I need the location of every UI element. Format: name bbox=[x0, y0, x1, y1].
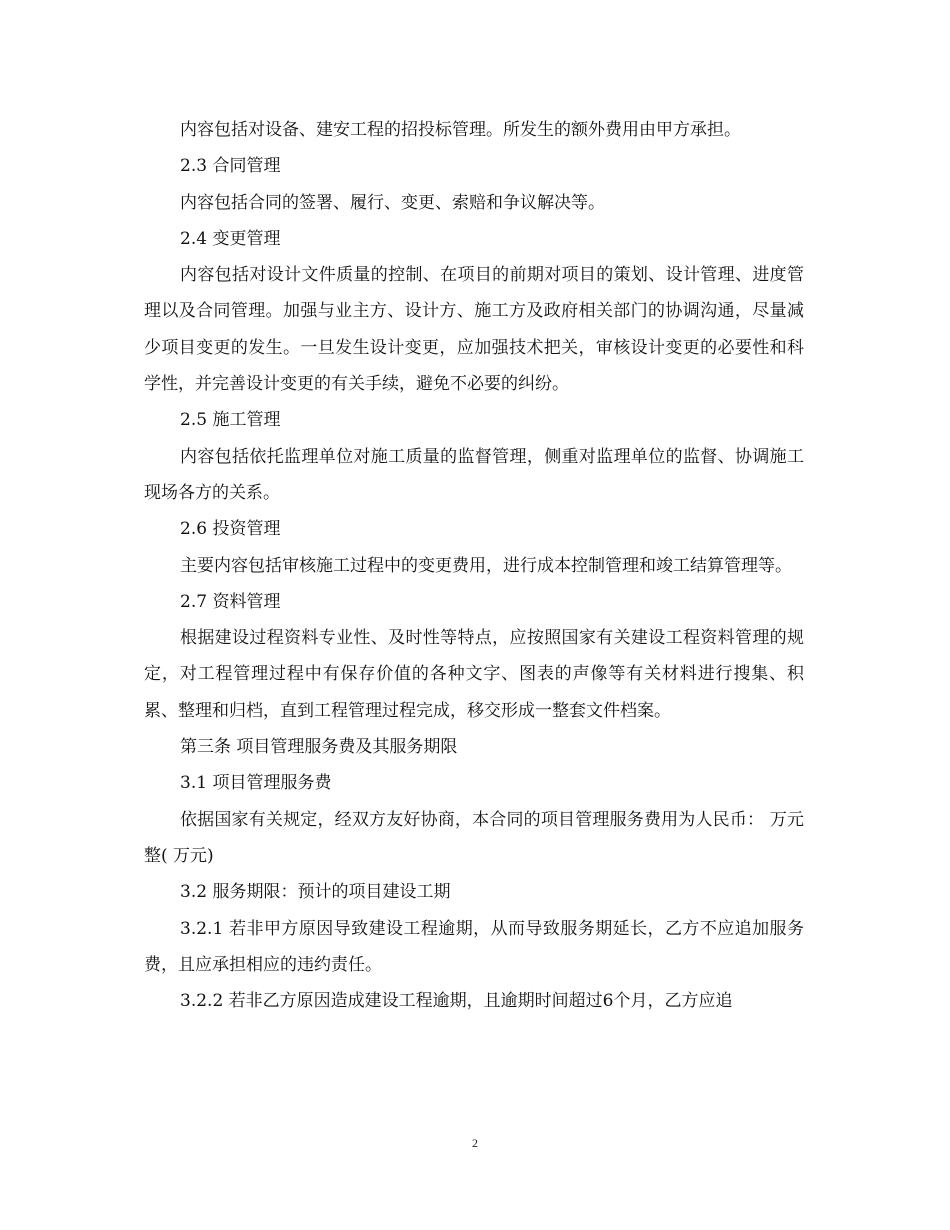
page-number: 2 bbox=[472, 1136, 478, 1150]
section-heading: 2.7 资料管理 bbox=[180, 591, 281, 612]
paragraph: 内容包括对设计文件质量的控制、在项目的前期对项目的策划、设计管理、进度管理以及合同管理。加强与业主方、设计方、施工方及政府相关部门的协调沟通，尽量减少项目变更的发生。一旦发生设计变更，应加强技术把关，审核设计变更的必要性和科学性，并完善设计变更的有关手续，避免不必要的纠纷。 bbox=[144, 265, 804, 395]
paragraph: 主要内容包括审核施工过程中的变更费用，进行成本控制管理和竣工结算管理等。 bbox=[180, 555, 792, 576]
paragraph: 内容包括对设备、建安工程的招投标管理。所发生的额外费用由甲方承担。 bbox=[180, 120, 741, 140]
section-heading: 3.2 服务期限：预计的项目建设工期 bbox=[180, 882, 451, 903]
paragraph: 内容包括依托监理单位对施工质量的监督管理，侧重对监理单位的监督、协调施工现场各方的关系。 bbox=[144, 446, 804, 503]
section-heading: 2.5 施工管理 bbox=[180, 410, 281, 431]
paragraph: 依据国家有关规定，经双方友好协商，本合同的项目管理服务费用为人民币： 万元整( 万元) bbox=[144, 809, 804, 866]
section-heading: 2.4 变更管理 bbox=[180, 228, 281, 249]
document-body bbox=[144, 112, 804, 1019]
article-heading: 第三条 项目管理服务费及其服务期限 bbox=[180, 737, 458, 758]
paragraph: 3.2.1 若非甲方原因导致建设工程逾期，从而导致服务期延长，乙方不应追加服务费，且应承担相应的违约责任。 bbox=[144, 918, 804, 975]
paragraph: 内容包括合同的签署、履行、变更、索赔和争议解决等。 bbox=[180, 192, 605, 213]
section-heading: 3.1 项目管理服务费 bbox=[180, 773, 332, 794]
paragraph: 根据建设过程资料专业性、及时性等特点，应按照国家有关建设工程资料管理的规定，对工程管理过程中有保存价值的各种文字、图表的声像等有关材料进行搜集、积累、整理和归档，直到工程管理过程完成，移交形成一整套文件档案。 bbox=[144, 628, 804, 721]
section-heading: 2.3 合同管理 bbox=[180, 156, 281, 177]
section-heading: 2.6 投资管理 bbox=[180, 519, 281, 540]
paragraph: 3.2.2 若非乙方原因造成建设工程逾期，且逾期时间超过6个月，乙方应追 bbox=[180, 991, 733, 1012]
